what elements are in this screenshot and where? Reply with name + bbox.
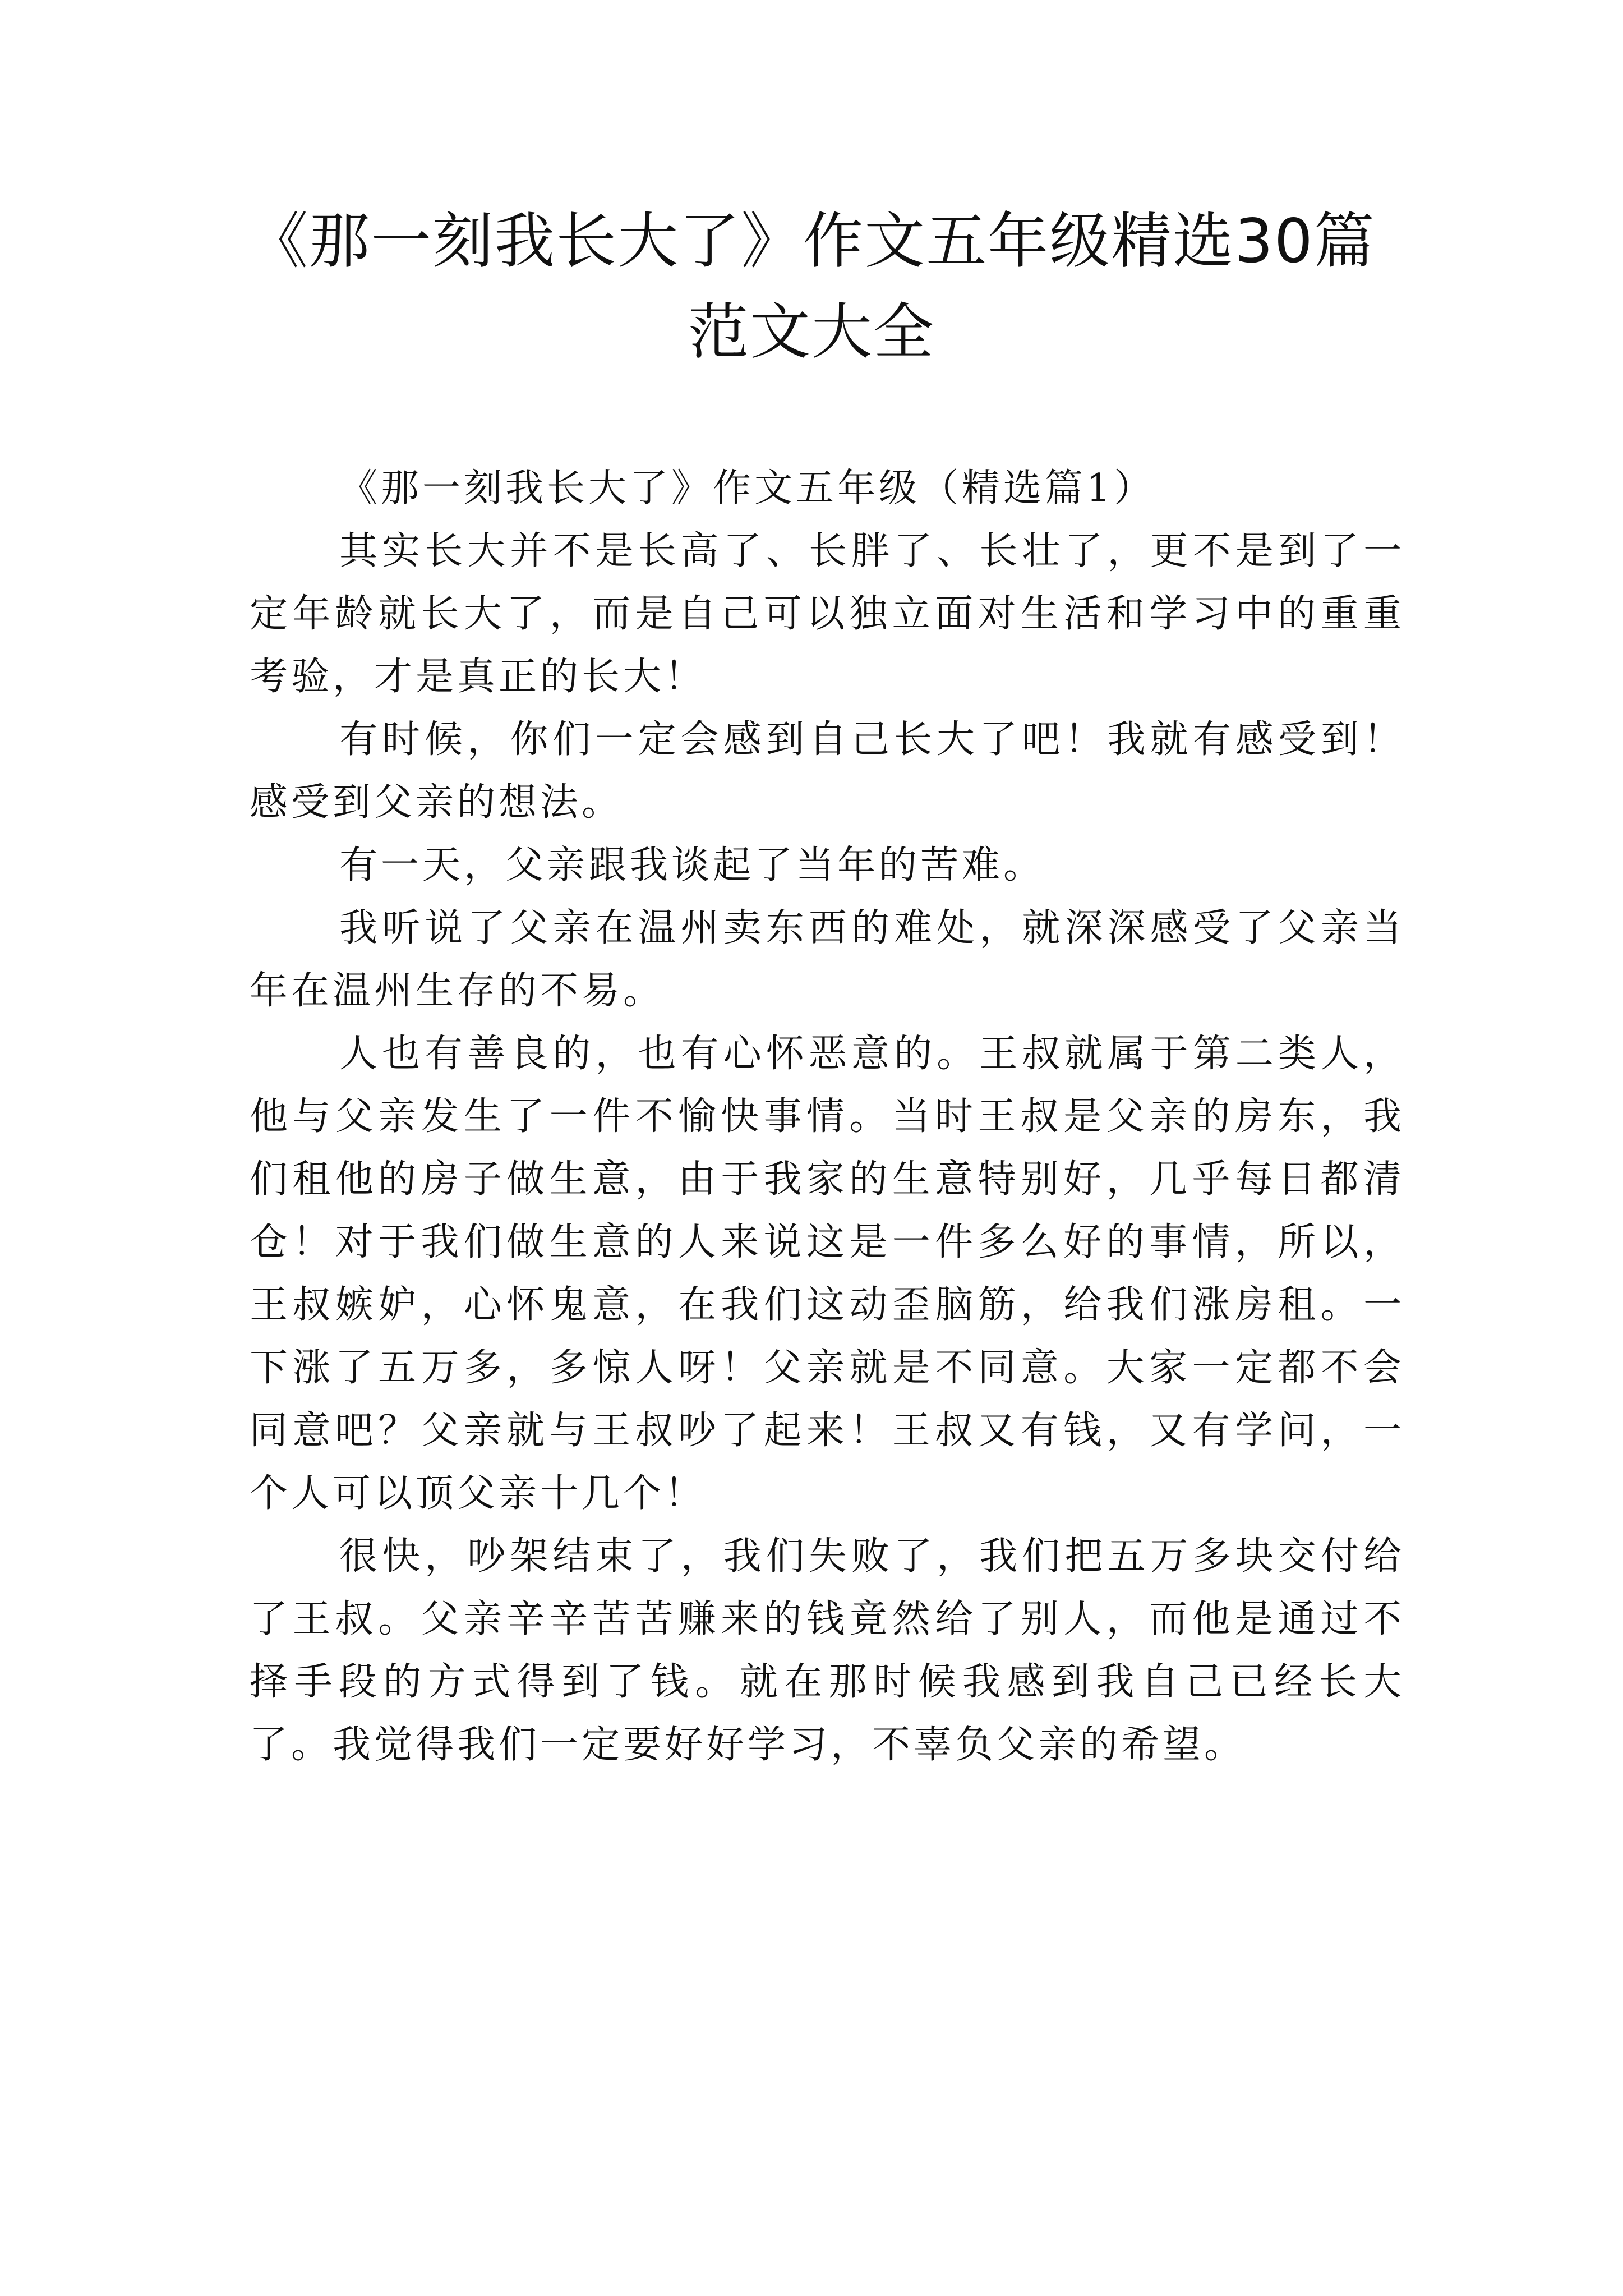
document-title [168, 196, 1455, 378]
paragraph-1: 其实长大并不是长高了、长胖了、长壮了，更不是到了一定年龄就长大了，而是自己可以独立面对生活和学习中的重重考验，才是真正的长大！ [250, 529, 1405, 699]
title-line-2: 范文大全 [688, 297, 935, 367]
paragraph-3: 有一天，父亲跟我谈起了当年的苦难。 [339, 843, 1045, 887]
title-line-1: 《那一刻我长大了》作文五年级精选30篇 [247, 206, 1376, 277]
paragraph-4: 我听说了父亲在温州卖东西的难处，就深深感受了父亲当年在温州生存的不易。 [250, 906, 1405, 1013]
section-heading: 《那一刻我长大了》作文五年级（精选篇1） [339, 466, 1156, 510]
document-body [250, 457, 1405, 1777]
paragraph-5: 人也有善良的，也有心怀恶意的。王叔就属于第二类人，他与父亲发生了一件不愉快事情。当时王叔是父亲的房东，我们租他的房子做生意，由于我家的生意特别好，几乎每日都清仓！对于我们做生意的人来说这是一件多么好的事情，所以，王叔嫉妒，心怀鬼意，在我们这动歪脑筋，给我们涨房租。一下涨了五万多，多惊人呀！父亲就是不同意。大家一定都不会同意吧？父亲就与王叔吵了起来！王叔又有钱，又有学问，一个人可以顶父亲十几个！ [250, 1032, 1405, 1516]
paragraph-6: 很快，吵架结束了，我们失败了，我们把五万多块交付给了王叔。父亲辛辛苦苦赚来的钱竟然给了别人，而他是通过不择手段的方式得到了钱。就在那时候我感到我自己已经长大了。我觉得我们一定要好好学习，不辜负父亲的希望。 [250, 1534, 1405, 1767]
paragraph-2: 有时候，你们一定会感到自己长大了吧！我就有感受到！感受到父亲的想法。 [250, 717, 1405, 825]
